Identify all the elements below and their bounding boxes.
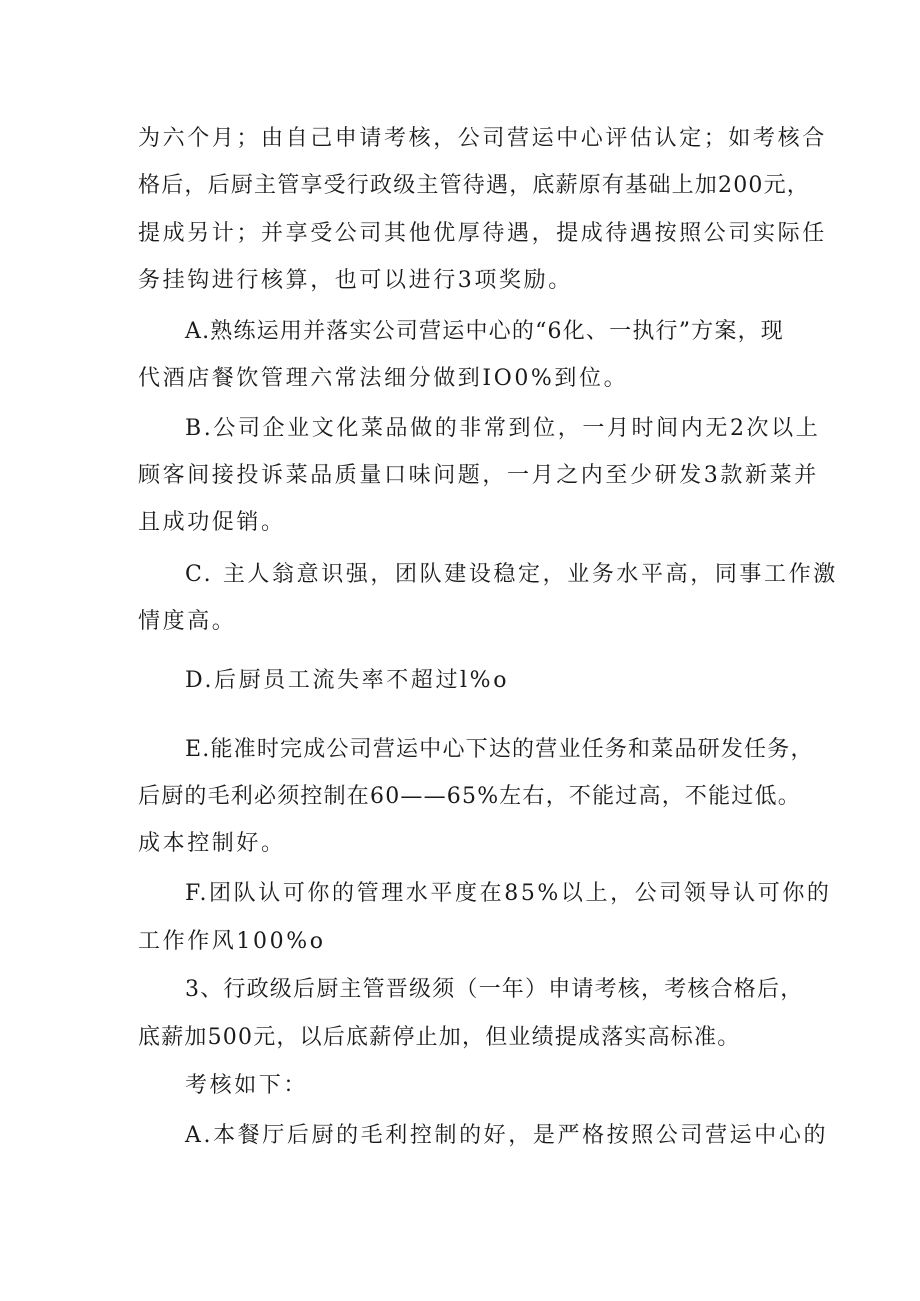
paragraph-line: A.本餐厅后厨的毛利控制的好，是严格按照公司营运中心的 xyxy=(185,1123,829,1148)
paragraph-line: 情度高。 xyxy=(138,609,237,634)
paragraph-line: 为六个月；由自己申请考核，公司营运中心评估认定；如考核合 xyxy=(138,126,827,151)
paragraph-line: E.能准时完成公司营运中心下达的营业任务和菜品研发任务， xyxy=(185,737,814,762)
paragraph-line: C. 主人翁意识强，团队建设稳定，业务水平高，同事工作激 xyxy=(185,562,838,587)
paragraph-line: 且成功促销。 xyxy=(138,510,286,535)
paragraph-line: 成本控制好。 xyxy=(138,831,286,856)
paragraph-line: 务挂钩进行核算，也可以进行3项奖励。 xyxy=(138,268,573,293)
paragraph-line: 底薪加500元，以后底薪停止加，但业绩提成落实高标准。 xyxy=(138,1025,741,1050)
paragraph-line: 后厨的毛利必须控制在60——65%左右，不能过高，不能过低。 xyxy=(138,784,801,809)
paragraph-line: 工作作风100%o xyxy=(138,929,326,954)
paragraph-line: A.熟练运用并落实公司营运中心的“6化、一执行”方案，现 xyxy=(185,319,784,344)
paragraph-line: 考核如下： xyxy=(185,1073,309,1098)
paragraph-line: D.后厨员工流失率不超过l%o xyxy=(185,668,510,693)
paragraph-line: 代酒店餐饮管理六常法细分做到IO0%到位。 xyxy=(138,366,629,391)
paragraph-line: 3、行政级后厨主管晋级须（一年）申请考核，考核合格后， xyxy=(185,977,804,1002)
paragraph-line: B.公司企业文化菜品做的非常到位，一月时间内无2次以上 xyxy=(185,416,821,441)
paragraph-line: F.团队认可你的管理水平度在85%以上，公司领导认可你的 xyxy=(185,881,832,906)
paragraph-line: 顾客间接投诉菜品质量口味问题，一月之内至少研发3款新菜并 xyxy=(138,463,819,488)
paragraph-line: 提成另计；并享受公司其他优厚待遇，提成待遇按照公司实际任 xyxy=(138,221,827,246)
paragraph-line: 格后，后厨主管享受行政级主管待遇，底薪原有基础上加200元， xyxy=(138,173,810,198)
